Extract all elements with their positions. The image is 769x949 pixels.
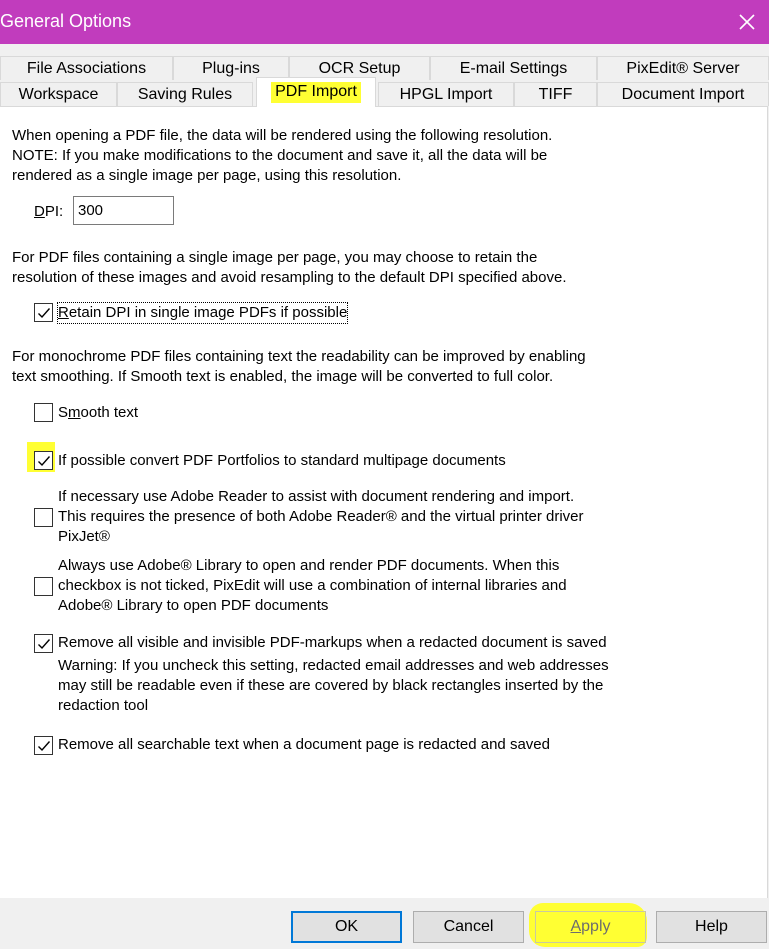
checkmark-icon <box>37 637 51 651</box>
remove-searchable-label: Remove all searchable text when a document page is redacted and saved <box>58 736 550 753</box>
close-icon[interactable] <box>734 9 760 35</box>
tab-label: PDF Import <box>271 82 361 103</box>
remove-searchable-checkbox[interactable] <box>34 736 53 755</box>
title-bar <box>0 0 769 44</box>
adobe-library-label: checkbox is not ticked, PixEdit will use a combination of internal libraries and <box>58 577 567 594</box>
cancel-button[interactable] <box>413 911 524 943</box>
tab-label: Workspace <box>18 86 99 103</box>
convert-portfolios-label: If possible convert PDF Portfolios to standard multipage documents <box>58 452 506 469</box>
retain-accel: R <box>58 304 69 321</box>
retain-dpi-label <box>58 303 347 323</box>
adobe-library-label: Always use Adobe® Library to open and render PDF documents. When this <box>58 557 560 574</box>
dpi-accel: D <box>34 203 45 220</box>
adobe-reader-label: This requires the presence of both Adobe Reader® and the virtual printer driver <box>58 508 584 525</box>
ok-label: OK <box>334 918 359 935</box>
remove-markups-warning: may still be readable even if these are covered by black rectangles inserted by the <box>58 677 604 694</box>
convert-portfolios-checkbox[interactable] <box>34 451 53 470</box>
tab-pdf-import[interactable] <box>256 77 376 107</box>
help-button[interactable] <box>656 911 767 943</box>
dpi-label-rest: PI: <box>44 203 64 220</box>
dpi-label <box>34 203 63 220</box>
tab-label: OCR Setup <box>318 60 401 77</box>
tab-label: HPGL Import <box>399 86 493 103</box>
adobe-reader-label: PixJet® <box>58 528 110 545</box>
tab-file-associations[interactable] <box>0 56 173 80</box>
help-label: Help <box>695 918 728 935</box>
checkmark-icon <box>37 739 51 753</box>
tab-label: Saving Rules <box>137 86 233 103</box>
tab-label: E-mail Settings <box>459 60 568 77</box>
apply-label: pply <box>581 918 611 935</box>
tab-label: TIFF <box>538 86 573 103</box>
smooth-text-desc: For monochrome PDF files containing text the readability can be improved by enabling <box>12 348 586 365</box>
resolution-text: NOTE: If you make modifications to the document and save it, all the data will be <box>12 147 548 164</box>
apply-accel: A <box>570 918 582 935</box>
adobe-library-label: Adobe® Library to open PDF documents <box>58 597 329 614</box>
tab-label: Plug-ins <box>202 60 260 77</box>
remove-markups-checkbox[interactable] <box>34 634 53 653</box>
remove-markups-label: Remove all visible and invisible PDF-markups when a redacted document is saved <box>58 634 607 651</box>
tab-pixedit-server[interactable] <box>597 56 769 80</box>
window-title: General Options <box>0 11 132 31</box>
remove-markups-warning: redaction tool <box>58 697 149 714</box>
tab-strip <box>0 44 769 106</box>
resolution-text: rendered as a single image per page, using this resolution. <box>12 167 402 184</box>
tab-document-import[interactable] <box>597 82 769 106</box>
retain-dpi-checkbox[interactable] <box>34 303 53 322</box>
checkmark-icon <box>37 454 51 468</box>
tab-saving-rules[interactable] <box>117 82 253 106</box>
tab-label: File Associations <box>26 60 147 77</box>
adobe-library-checkbox[interactable] <box>34 577 53 596</box>
dpi-input[interactable] <box>73 196 174 225</box>
tab-tiff[interactable] <box>514 82 597 106</box>
apply-button[interactable] <box>535 911 646 943</box>
tab-label: Document Import <box>621 86 745 103</box>
smooth-pre: S <box>58 404 69 421</box>
cancel-label: Cancel <box>443 918 494 935</box>
tab-workspace[interactable] <box>0 82 117 106</box>
smooth-post: ooth text <box>80 404 139 421</box>
smooth-text-desc: text smoothing. If Smooth text is enabled, the image will be converted to full color. <box>12 368 554 385</box>
retain-text: resolution of these images and avoid resampling to the default DPI specified above. <box>12 269 567 286</box>
tab-hpgl-import[interactable] <box>378 82 514 106</box>
ok-button[interactable] <box>291 911 402 943</box>
resolution-text: When opening a PDF file, the data will be rendered using the following resolution. <box>12 127 553 144</box>
checkmark-icon <box>37 306 51 320</box>
smooth-text-checkbox[interactable] <box>34 403 53 422</box>
tab-label: PixEdit® Server <box>626 60 740 77</box>
retain-label-rest: etain DPI in single image PDFs if possible <box>68 304 348 321</box>
smooth-accel: m <box>68 404 81 421</box>
adobe-reader-label: If necessary use Adobe Reader to assist with document rendering and import. <box>58 488 575 505</box>
retain-text: For PDF files containing a single image per page, you may choose to retain the <box>12 249 538 266</box>
remove-markups-warning: Warning: If you uncheck this setting, redacted email addresses and web addresses <box>58 657 609 674</box>
smooth-text-label <box>58 403 138 423</box>
tab-email-settings[interactable] <box>430 56 597 80</box>
adobe-reader-checkbox[interactable] <box>34 508 53 527</box>
